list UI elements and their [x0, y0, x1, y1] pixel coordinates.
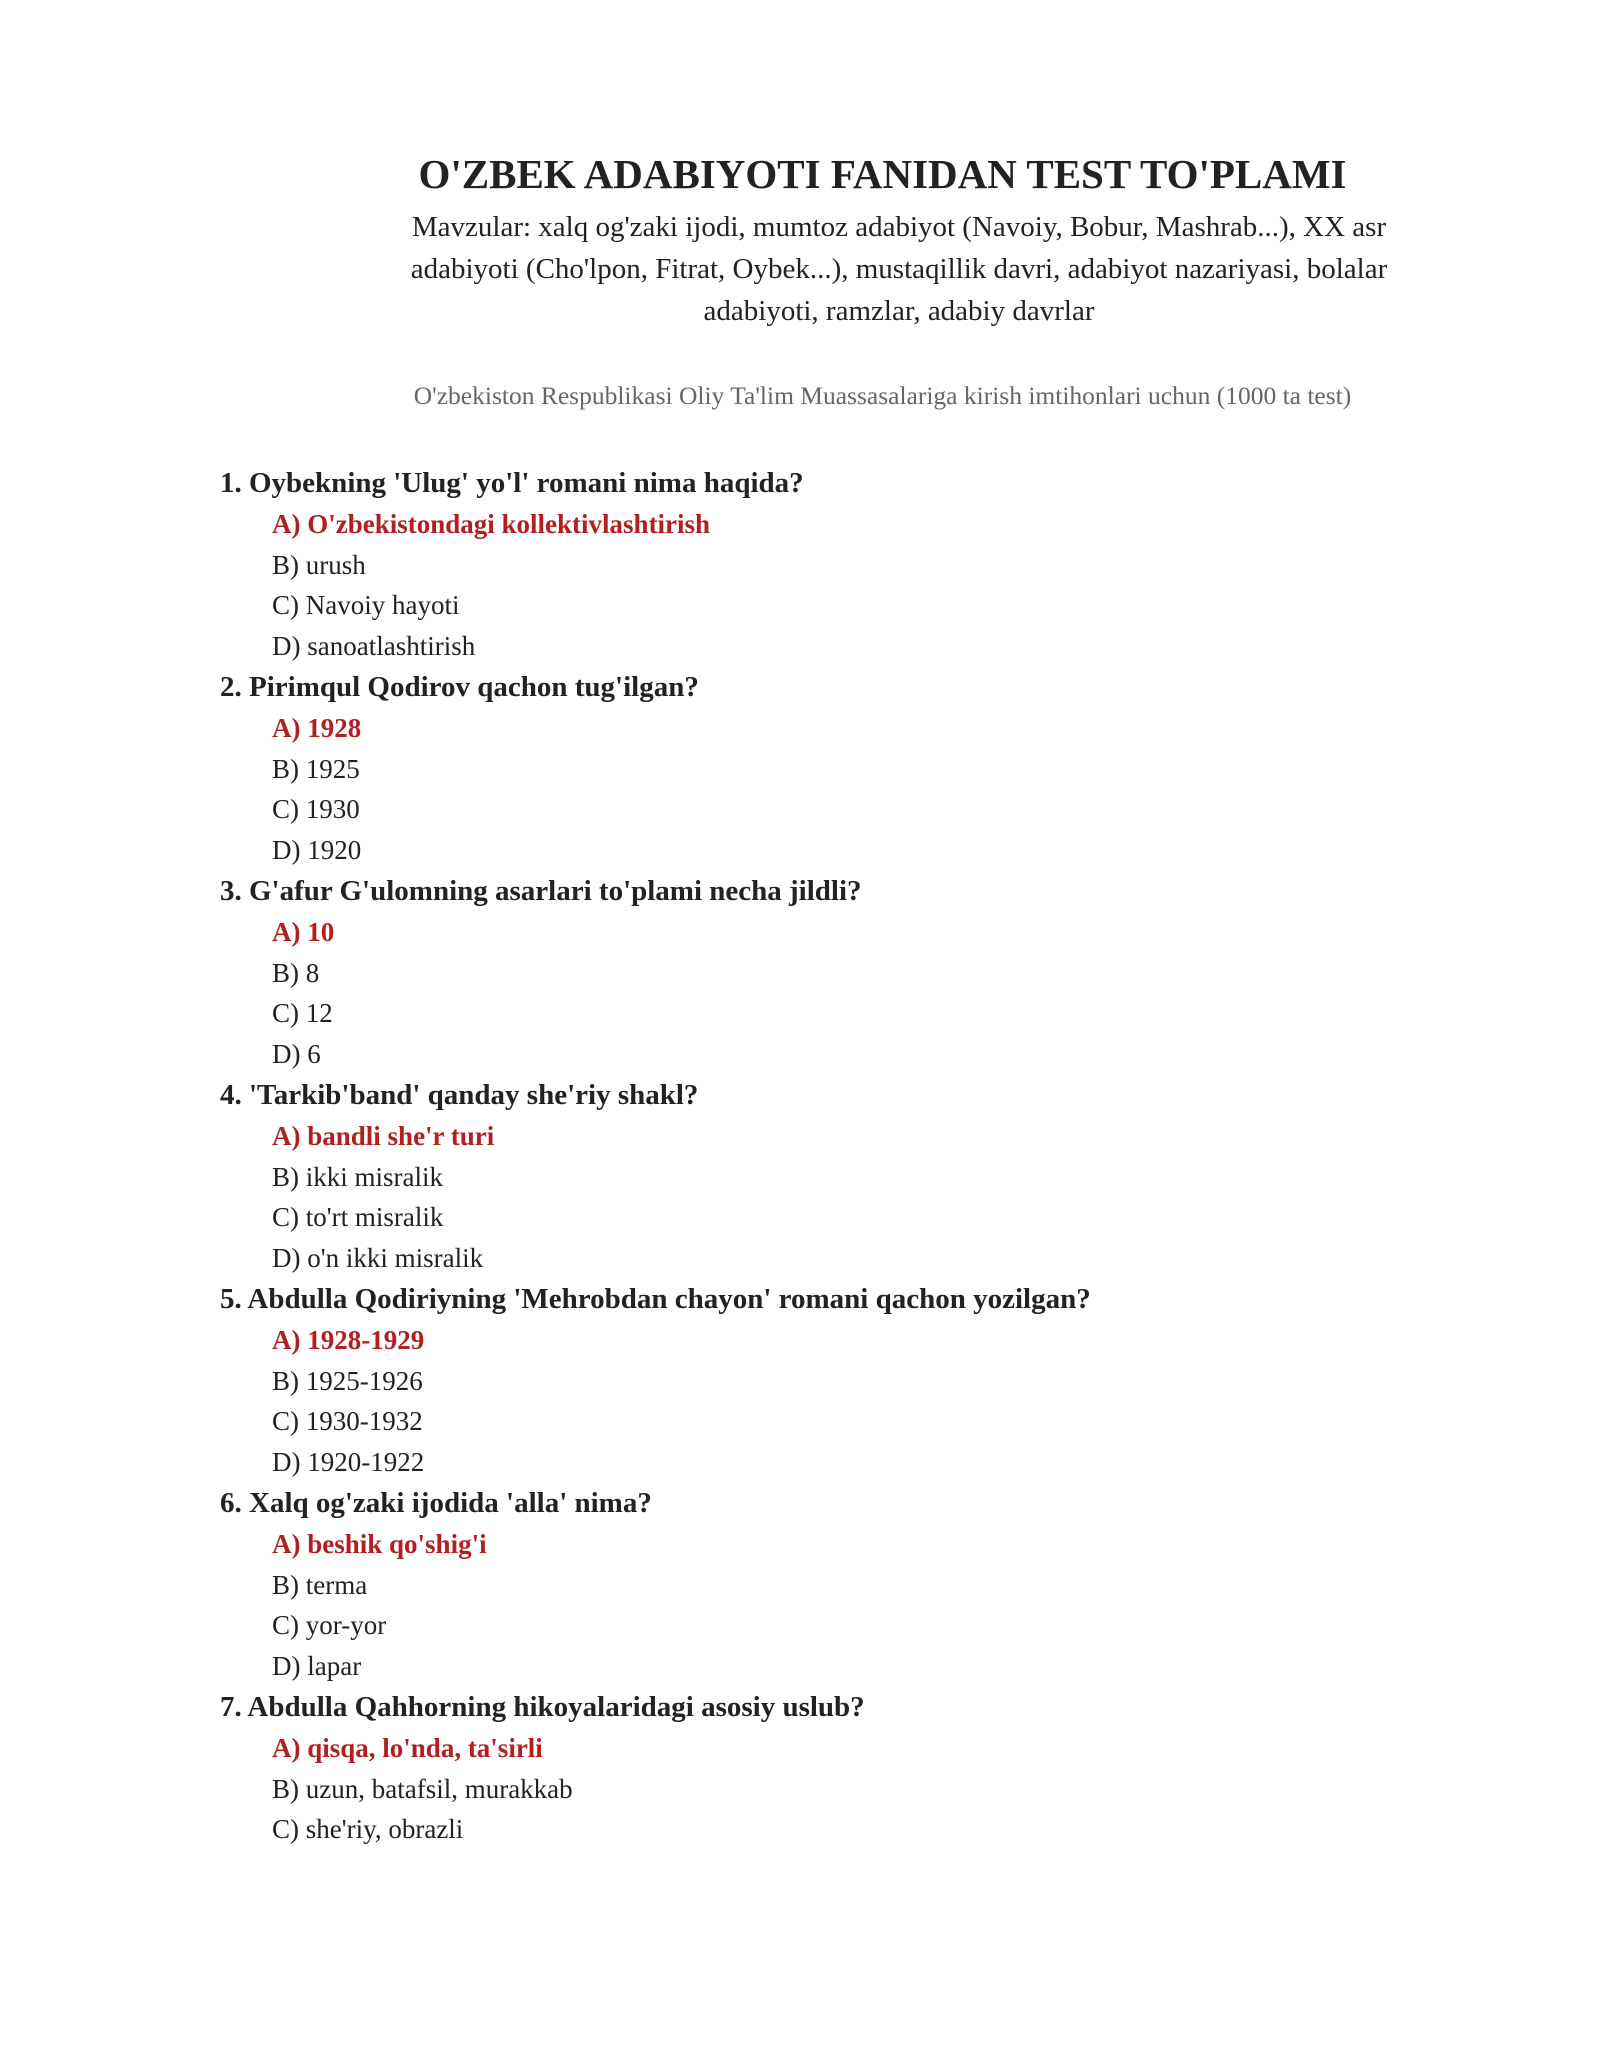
document-subtitle: Mavzular: xalq og'zaki ijodi, mumtoz adabiyot (Navoiy, Bobur, Mashrab...), XX asr adabiyoti (Cho'lpon, Fitrat, Oybek...), mustaqillik davri, adabiyot nazariyasi, bolalar adabiyoti, ramzlar, adabiy davrlar: [410, 211, 1388, 327]
option-item: C) she'riy, obrazli: [272, 1814, 464, 1844]
option-item: C) Navoiy hayoti: [272, 590, 460, 620]
document-title: O'ZBEK ADABIYOTI FANIDAN TEST TO'PLAMI: [418, 151, 1347, 197]
option-item: B) 1925: [272, 753, 360, 784]
question-text: 2. Pirimqul Qodirov qachon tug'ilgan?: [220, 671, 699, 703]
question-text: 7. Abdulla Qahhorning hikoyalaridagi asosiy uslub?: [220, 1691, 865, 1723]
question-list: [220, 462, 1520, 1850]
option-list: [220, 912, 1520, 1074]
option-item: B) 8: [272, 957, 320, 988]
question-text: 6. Xalq og'zaki ijodida 'alla' nima?: [220, 1487, 652, 1519]
option-correct: A) bandli she'r turi: [272, 1121, 495, 1151]
question-item: [220, 1074, 1520, 1278]
option-item: B) uzun, batafsil, murakkab: [272, 1773, 573, 1804]
option-item: C) yor-yor: [272, 1610, 387, 1640]
question-item: [220, 1482, 1520, 1686]
option-item: C) 1930-1932: [272, 1406, 423, 1436]
option-item: D) o'n ikki misralik: [272, 1242, 484, 1273]
option-item: D) sanoatlashtirish: [272, 630, 476, 661]
option-item: D) 6: [272, 1038, 321, 1069]
option-item: C) 12: [272, 998, 333, 1028]
option-item: D) 1920-1922: [272, 1446, 425, 1477]
option-item: C) to'rt misralik: [272, 1202, 444, 1232]
option-item: B) ikki misralik: [272, 1161, 443, 1192]
option-list: [220, 1524, 1520, 1686]
question-item: [220, 666, 1520, 870]
option-item: C) 1930: [272, 794, 360, 824]
option-correct: A) 10: [272, 917, 335, 947]
option-list: [220, 1728, 1520, 1850]
option-list: [220, 504, 1520, 666]
option-item: B) 1925-1926: [272, 1365, 423, 1396]
option-correct: A) 1928: [272, 713, 362, 743]
option-item: D) lapar: [272, 1650, 362, 1681]
option-correct: A) 1928-1929: [272, 1325, 425, 1355]
question-text: 1. Oybekning 'Ulug' yo'l' romani nima haqida?: [220, 467, 804, 499]
question-item: [220, 870, 1520, 1074]
question-item: [220, 1686, 1520, 1850]
option-list: [220, 708, 1520, 870]
question-item: [220, 1278, 1520, 1482]
question-text: 4. 'Tarkib'band' qanday she'riy shakl?: [220, 1079, 699, 1111]
option-correct: A) O'zbekistondagi kollektivlashtirish: [272, 509, 711, 539]
option-correct: A) beshik qo'shig'i: [272, 1529, 487, 1559]
option-item: B) terma: [272, 1569, 368, 1600]
question-text: 3. G'afur G'ulomning asarlari to'plami necha jildli?: [220, 875, 862, 907]
option-item: D) 1920: [272, 834, 362, 865]
question-text: 5. Abdulla Qodiriyning 'Mehrobdan chayon' romani qachon yozilgan?: [220, 1283, 1091, 1315]
question-item: [220, 462, 1520, 666]
option-list: [220, 1116, 1520, 1278]
option-list: [220, 1320, 1520, 1482]
option-correct: A) qisqa, lo'nda, ta'sirli: [272, 1733, 543, 1763]
option-item: B) urush: [272, 549, 366, 580]
document-note: O'zbekiston Respublikasi Oliy Ta'lim Muassasalariga kirish imtihonlari uchun (1000 ta test): [413, 381, 1352, 410]
